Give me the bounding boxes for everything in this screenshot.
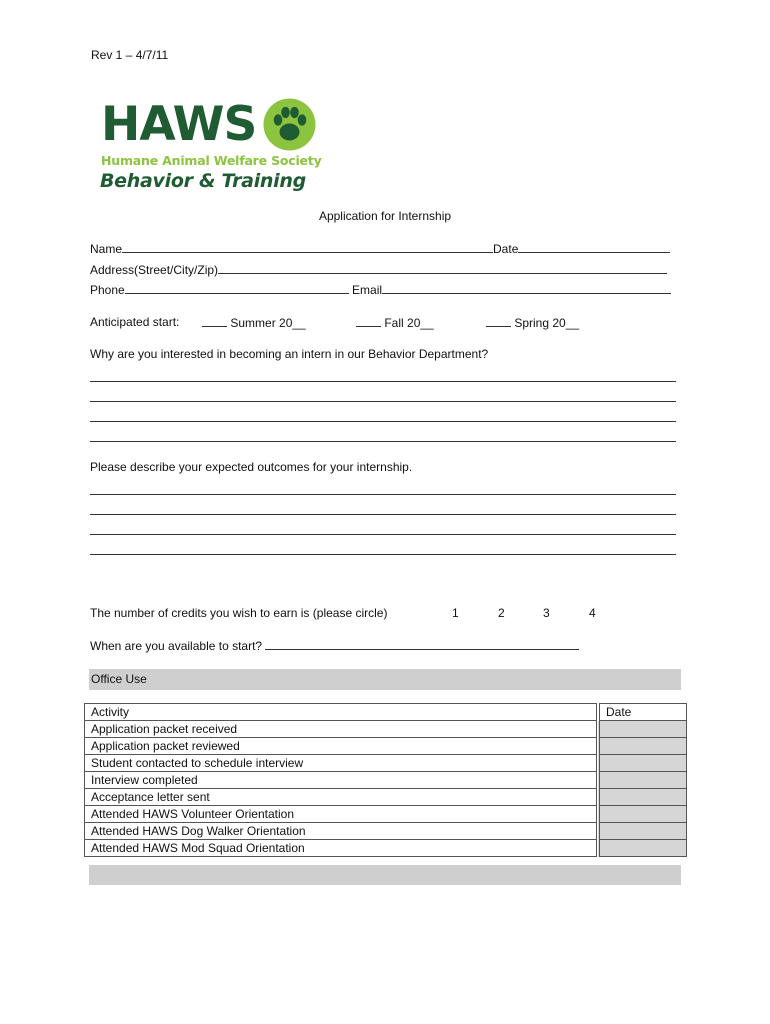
date-cell[interactable] — [598, 789, 687, 806]
activity-cell: Application packet reviewed — [85, 738, 599, 755]
availability-row — [90, 638, 579, 653]
address-row — [90, 262, 667, 277]
phone-field[interactable] — [125, 282, 349, 294]
name-label: Name — [90, 242, 123, 256]
address-label: Address(Street/City/Zip) — [90, 263, 219, 277]
answer-line[interactable] — [90, 441, 676, 442]
address-field[interactable] — [218, 262, 667, 274]
answer-line[interactable] — [90, 494, 676, 495]
haws-logo — [97, 95, 327, 195]
name-row — [90, 241, 670, 256]
answer-line[interactable] — [90, 534, 676, 535]
table-row — [85, 772, 687, 789]
date-cell[interactable] — [598, 806, 687, 823]
date-cell[interactable] — [598, 840, 687, 857]
answer-line[interactable] — [90, 381, 676, 382]
start-option-fall[interactable]: Fall 20__ — [356, 315, 434, 330]
date-cell[interactable] — [598, 721, 687, 738]
office-use-heading: Office Use — [91, 672, 147, 686]
answer-line[interactable] — [90, 401, 676, 402]
date-field[interactable] — [518, 241, 670, 253]
question-interest: Why are you interested in becoming an intern in our Behavior Department? — [90, 347, 489, 361]
table-row — [85, 789, 687, 806]
credits-label: The number of credits you wish to earn is (please circle) — [90, 606, 388, 620]
credit-option-2[interactable]: 2 — [498, 606, 505, 620]
revision-label: Rev 1 – 4/7/11 — [91, 48, 169, 62]
answer-line[interactable] — [90, 421, 676, 422]
date-column-header: Date — [598, 704, 687, 721]
question-outcomes: Please describe your expected outcomes for your internship. — [90, 460, 413, 474]
credit-option-3[interactable]: 3 — [543, 606, 550, 620]
form-title: Application for Internship — [318, 209, 452, 223]
logo-society-name: Humane Animal Welfare Society — [101, 153, 322, 168]
activity-cell: Application packet received — [85, 721, 599, 738]
email-field[interactable] — [382, 282, 671, 294]
logo-tagline: Behavior & Training — [100, 170, 306, 192]
table-row — [85, 840, 687, 857]
email-label: Email — [352, 283, 383, 297]
activity-cell: Attended HAWS Mod Squad Orientation — [85, 840, 599, 857]
start-option-summer[interactable]: Summer 20__ — [202, 315, 306, 330]
table-row — [85, 738, 687, 755]
activity-cell: Attended HAWS Dog Walker Orientation — [85, 823, 599, 840]
activity-cell: Acceptance letter sent — [85, 789, 599, 806]
availability-field[interactable] — [265, 638, 579, 650]
anticipated-start-label: Anticipated start: — [90, 315, 180, 329]
office-use-footer — [89, 865, 681, 885]
answer-line[interactable] — [90, 554, 676, 555]
table-row — [85, 755, 687, 772]
date-label: Date — [493, 242, 519, 256]
office-use-header — [89, 669, 681, 690]
answer-line[interactable] — [90, 514, 676, 515]
phone-label: Phone — [90, 283, 125, 297]
table-row — [85, 823, 687, 840]
start-option-spring[interactable]: Spring 20__ — [486, 315, 579, 330]
table-row — [85, 806, 687, 823]
date-cell[interactable] — [598, 772, 687, 789]
activity-cell: Student contacted to schedule interview — [85, 755, 599, 772]
date-cell[interactable] — [598, 738, 687, 755]
credit-option-4[interactable]: 4 — [589, 606, 596, 620]
date-cell[interactable] — [598, 755, 687, 772]
table-row — [85, 721, 687, 738]
availability-label: When are you available to start? — [90, 639, 263, 653]
paw-print-icon — [262, 97, 317, 152]
table-header-row — [85, 704, 687, 721]
phone-email-row — [90, 282, 671, 297]
name-field[interactable] — [122, 241, 493, 253]
activity-cell: Interview completed — [85, 772, 599, 789]
logo-wordmark: HAWS — [101, 97, 257, 152]
credit-option-1[interactable]: 1 — [452, 606, 459, 620]
date-cell[interactable] — [598, 823, 687, 840]
office-use-table — [84, 703, 687, 857]
activity-column-header: Activity — [85, 704, 599, 721]
activity-cell: Attended HAWS Volunteer Orientation — [85, 806, 599, 823]
